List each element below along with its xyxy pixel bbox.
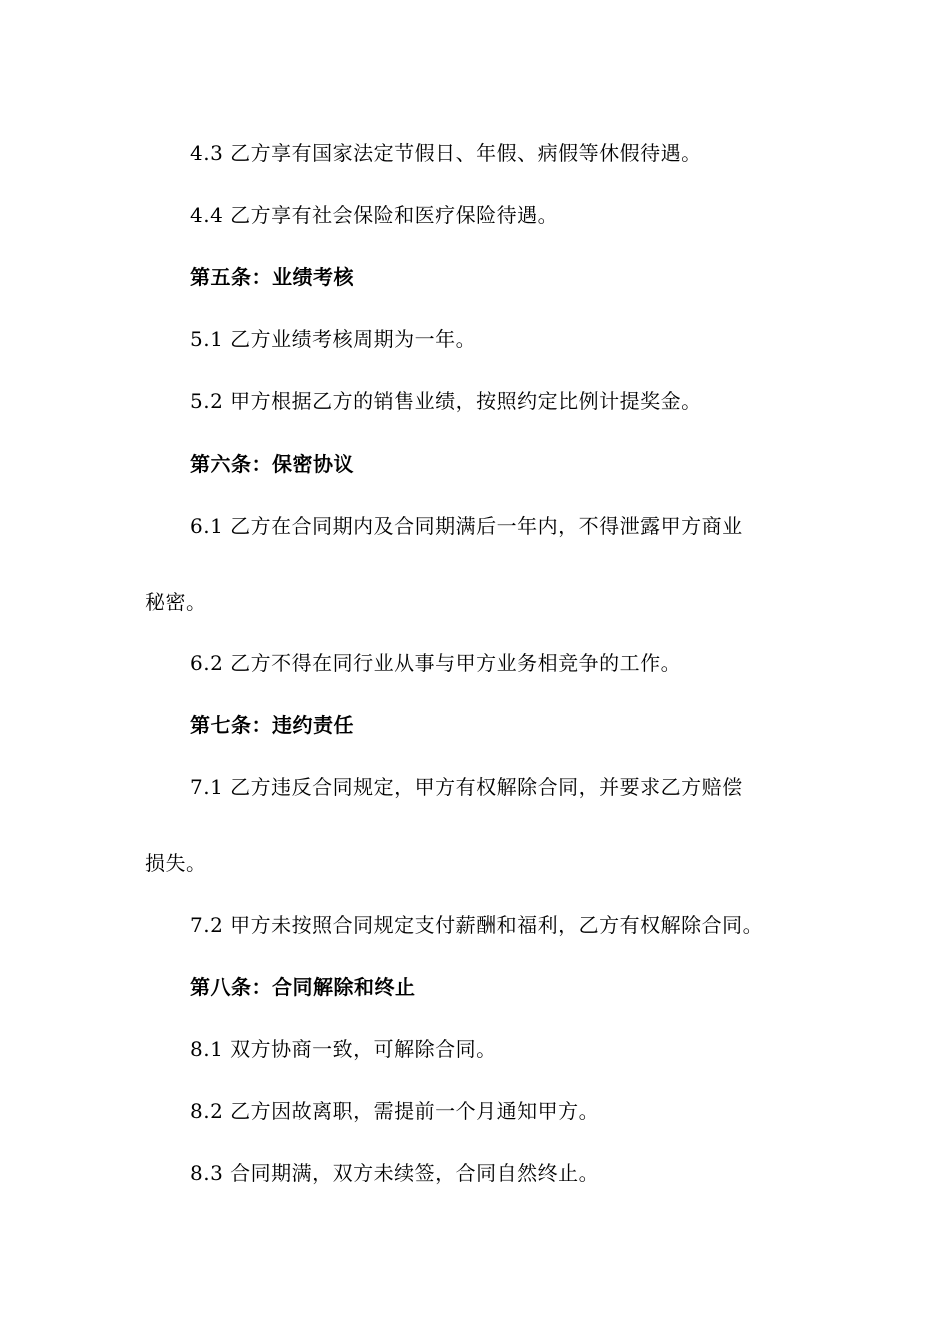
clause-4-3: 4.3 乙方享有国家法定节假日、年假、病假等休假待遇。 xyxy=(190,141,702,165)
article-7-heading: 第七条：违约责任 xyxy=(190,713,354,737)
clause-8-2: 8.2 乙方因故离职，需提前一个月通知甲方。 xyxy=(190,1099,600,1123)
clause-7-1: 7.1 乙方违反合同规定，甲方有权解除合同，并要求乙方赔偿 xyxy=(190,775,743,799)
clause-5-1: 5.1 乙方业绩考核周期为一年。 xyxy=(190,327,477,351)
clause-6-1-continued: 秘密。 xyxy=(145,590,207,614)
article-8-heading: 第八条：合同解除和终止 xyxy=(190,975,416,999)
clause-6-2: 6.2 乙方不得在同行业从事与甲方业务相竞争的工作。 xyxy=(190,651,682,675)
clause-5-2: 5.2 甲方根据乙方的销售业绩，按照约定比例计提奖金。 xyxy=(190,389,702,413)
clause-7-2: 7.2 甲方未按照合同规定支付薪酬和福利，乙方有权解除合同。 xyxy=(190,913,764,937)
article-6-heading: 第六条：保密协议 xyxy=(190,452,354,476)
article-5-heading: 第五条：业绩考核 xyxy=(190,265,354,289)
clause-6-1: 6.1 乙方在合同期内及合同期满后一年内，不得泄露甲方商业 xyxy=(190,514,743,538)
clause-8-3: 8.3 合同期满，双方未续签，合同自然终止。 xyxy=(190,1161,600,1185)
clause-4-4: 4.4 乙方享有社会保险和医疗保险待遇。 xyxy=(190,203,559,227)
clause-8-1: 8.1 双方协商一致，可解除合同。 xyxy=(190,1037,497,1061)
clause-7-1-continued: 损失。 xyxy=(145,851,207,875)
